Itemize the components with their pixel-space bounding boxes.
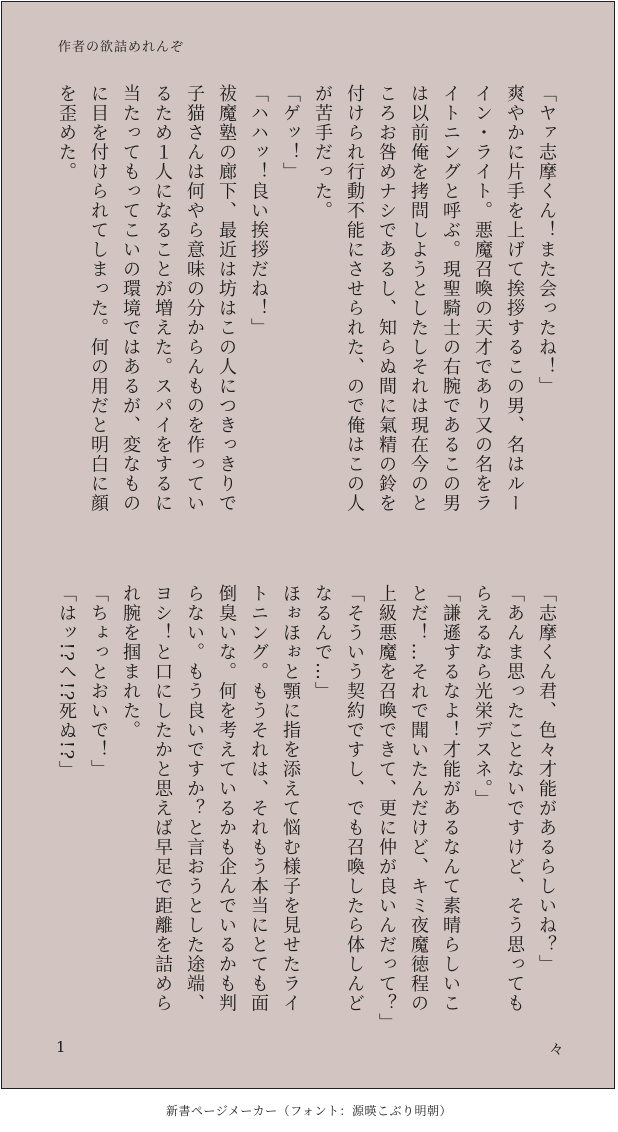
author-header: 作者の欲詰めれんぞ [58, 40, 185, 55]
lower-text-line: トニング。もうそれは、それもう本当にとても面 [248, 584, 269, 1013]
upper-text-line: イン・ライト。悪魔召喚の天才であり又の名をラ [472, 84, 493, 513]
lower-text-line: 上級悪魔を召喚できて、更に仲が良いんだって？」 [376, 584, 397, 1033]
upper-text-line: が苦手だった。 [312, 84, 333, 221]
lower-text-line: 「謙遜するなよ！才能があるなんて素晴らしいこ [440, 584, 461, 1013]
lower-text-line: 「あんま思ったことないですけど、そう思っても [504, 584, 525, 1013]
upper-text-line: 付けられ行動不能にさせられた、ので俺はこの人 [344, 84, 365, 513]
lower-text-line: 「ちょっとおいで！」 [88, 584, 109, 779]
book-page [1, 1, 615, 1089]
lower-text-line: らえるなら光栄デスネ。」 [472, 584, 493, 809]
page-mark: 々 [548, 1040, 564, 1058]
lower-text-line: 倒臭いな。何を考えているかも企んでいるかも判 [216, 584, 237, 1013]
upper-text-line: ころお咎めナシであるし、知らぬ間に氣精の鈴を [376, 84, 397, 513]
upper-text-line: るため１人になることが増えた。スパイをするに [152, 84, 173, 513]
upper-text-line: 「ハハッ！良い挨拶だね！」 [248, 84, 269, 338]
footer-credit: 新書ページメーカー（フォント：源暎こぶり明朝） [165, 1104, 453, 1118]
upper-text-line: 子猫さんは何やら意味の分からんものを作ってい [184, 84, 205, 513]
upper-text-line: 祓魔塾の廊下、最近は坊はこの人につきっきりで [216, 84, 237, 513]
upper-text-line: に目を付けられてしまった。何の用だと明白に顔 [88, 84, 109, 513]
lower-text-line: とだ！…それで聞いたんだけど、キミ夜魔徳程の [408, 584, 429, 1013]
upper-text-line: イトニングと呼ぶ。現聖騎士の右腕であるこの男 [440, 84, 461, 513]
lower-text-line: れ腕を掴まれた。 [120, 584, 141, 740]
lower-text-line: 「はッ!?へ!?死ぬ!?」 [56, 584, 77, 781]
upper-text-line: 当たってもってこいの環境ではあるが、変なもの [120, 84, 141, 513]
lower-text-line: らない。もう良いですか？と言おうとした途端、 [184, 584, 205, 1013]
lower-text-line: 「そういう契約ですし、でも召喚したら体しんど [344, 584, 365, 1013]
lower-text-line: ほぉほぉと顎に指を添えて悩む様子を見せたライ [280, 584, 301, 1013]
upper-text-line: は以前俺を拷問しようとしたしそれは現在今のと [408, 84, 429, 513]
lower-text-line: ヨシ！と口にしたかと思えば早足で距離を詰めら [152, 584, 173, 1013]
upper-text-line: 爽やかに片手を上げて挨拶するこの男、名はルー [504, 84, 525, 513]
lower-text-line: なるんで…」 [312, 584, 333, 701]
upper-text-line: 「ゲッ！」 [280, 84, 301, 182]
page-number: 1 [56, 1038, 66, 1056]
upper-text-line: 「ヤァ志摩くん！また会ったね！」 [536, 84, 557, 396]
upper-text-block [50, 84, 562, 554]
lower-text-block [50, 584, 562, 1033]
upper-text-line: を歪めた。 [56, 84, 77, 182]
lower-text-line: 「志摩くん君、色々才能があるらしいね？」 [536, 584, 557, 974]
